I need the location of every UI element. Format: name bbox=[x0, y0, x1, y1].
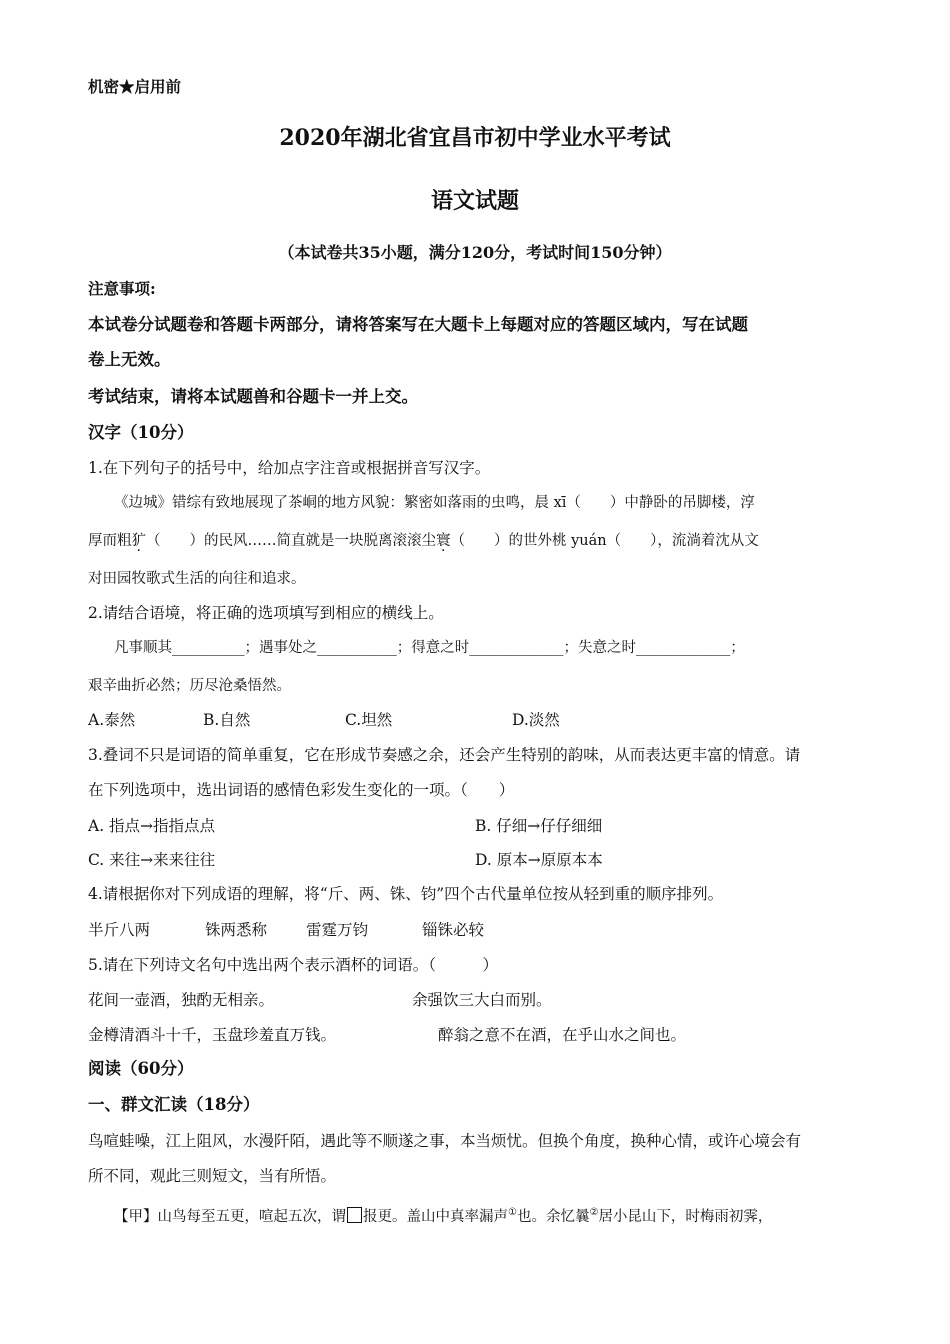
section-reading: 阅读（60分） bbox=[88, 1059, 194, 1078]
dotted-char-1: 犷 bbox=[131, 533, 146, 549]
q4-idiom-2: 铢两悉称 bbox=[205, 921, 268, 939]
passage-jia-line-1 bbox=[114, 1203, 772, 1227]
q2-option-b: B.自然 bbox=[203, 711, 251, 729]
q3-option-a: A. 指点→指指点点 bbox=[88, 817, 216, 835]
q2-line-2: 艰辛曲折必然；历尽沧桑悟然。 bbox=[88, 678, 291, 694]
jia-text-b: 报更。盖山中真率漏声 bbox=[363, 1208, 508, 1225]
q1-text-b: （ ）的民风……简直就是一块脱离滚滚尘 bbox=[146, 533, 436, 549]
q4-idiom-3: 雷霆万钧 bbox=[306, 921, 369, 939]
intro-line-2: 所不同，观此三则短文，当有所悟。 bbox=[88, 1167, 337, 1185]
notice-heading: 注意事项: bbox=[88, 279, 156, 298]
q1-passage-line-2 bbox=[88, 531, 759, 551]
q1-passage-line-1: 《边城》错综有致地展现了茶峒的地方风貌：繁密如落雨的虫鸣，晨 xī（ ）中静卧的吊脚楼，淳 bbox=[114, 495, 755, 511]
q5-verse-c: 金樽清酒斗十千，玉盘珍羞直万钱。 bbox=[88, 1026, 337, 1044]
section-group-reading: 一、群文汇读（18分） bbox=[88, 1095, 260, 1114]
q3-stem-2: 在下列选项中，选出词语的感情色彩发生变化的一项。（ ） bbox=[88, 781, 515, 799]
exam-note: （本试卷共35小题，满分120分，考试时间150分钟） bbox=[278, 243, 672, 262]
intro-line-1: 鸟喧蛙噪，江上阻风，水漫阡陌，遇此等不顺遂之事，本当烦忧。但换个角度，换种心情，或许心境会有 bbox=[88, 1132, 802, 1150]
q3-stem-1: 3.叠词不只是词语的简单重复，它在形成节奏感之余，还会产生特别的韵味，从而表达更丰富的情意。请 bbox=[88, 746, 801, 764]
q2-line-1: 凡事顺其__________；遇事处之___________；得意之时_____________；失意之时_____________； bbox=[114, 640, 745, 656]
q1-stem: 1.在下列句子的括号中，给加点字注音或根据拼音写汉字。 bbox=[88, 459, 491, 477]
notice-line-2: 卷上无效。 bbox=[88, 350, 171, 369]
q2-option-a: A.泰然 bbox=[88, 711, 136, 729]
q5-verse-b: 余强饮三大白而别。 bbox=[412, 991, 552, 1009]
q5-verse-d: 醉翁之意不在酒，在乎山水之间也。 bbox=[438, 1026, 687, 1044]
section-hanzi: 汉字（10分） bbox=[88, 423, 194, 442]
q2-stem: 2.请结合语境，将正确的选项填写到相应的横线上。 bbox=[88, 604, 444, 622]
footnote-1: ① bbox=[508, 1207, 517, 1218]
q4-idiom-4: 锱铢必较 bbox=[422, 921, 485, 939]
q4-idiom-1: 半斤八两 bbox=[88, 921, 151, 939]
q4-stem: 4.请根据你对下列成语的理解，将“斤、两、铢、钧”四个古代量单位按从轻到重的顺序排列。 bbox=[88, 885, 724, 903]
notice-line-1: 本试卷分试题卷和答题卡两部分，请将答案写在大题卡上每题对应的答题区域内，写在试题 bbox=[88, 315, 748, 334]
q2-option-d: D.淡然 bbox=[512, 711, 560, 729]
blank-box bbox=[347, 1207, 362, 1223]
confidential-label: 机密★启用前 bbox=[88, 77, 182, 96]
q5-verse-a: 花间一壶酒，独酌无相亲。 bbox=[88, 991, 275, 1009]
q1-text-c: （ ）的世外桃 yuán（ ），流淌着沈从文 bbox=[450, 533, 759, 549]
q1-text-a: 厚而粗 bbox=[88, 533, 132, 549]
jia-text-a: 【甲】山鸟每至五更，喧起五次，谓 bbox=[114, 1208, 346, 1225]
footnote-2: ② bbox=[589, 1207, 599, 1218]
q3-option-b: B. 仔细→仔仔细细 bbox=[475, 817, 603, 835]
notice-line-3: 考试结束，请将本试题兽和谷题卡一并上交。 bbox=[88, 387, 418, 406]
q3-option-c: C. 来往→来来往往 bbox=[88, 851, 216, 869]
q2-option-c: C.坦然 bbox=[345, 711, 393, 729]
subject-title: 语文试题 bbox=[430, 188, 519, 214]
jia-text-c: 也。余忆曩 bbox=[516, 1208, 590, 1225]
q1-passage-line-3: 对田园牧歌式生活的向往和追求。 bbox=[88, 571, 306, 587]
jia-text-d: 居小昆山下，时梅雨初霁， bbox=[598, 1208, 773, 1225]
q3-option-d: D. 原本→原原本本 bbox=[475, 851, 603, 869]
dotted-char-2: 寰 bbox=[436, 533, 451, 549]
exam-title: 2020年湖北省宜昌市初中学业水平考试 bbox=[279, 125, 671, 151]
q5-stem: 5.请在下列诗文名句中选出两个表示酒杯的词语。（ ） bbox=[88, 956, 499, 974]
